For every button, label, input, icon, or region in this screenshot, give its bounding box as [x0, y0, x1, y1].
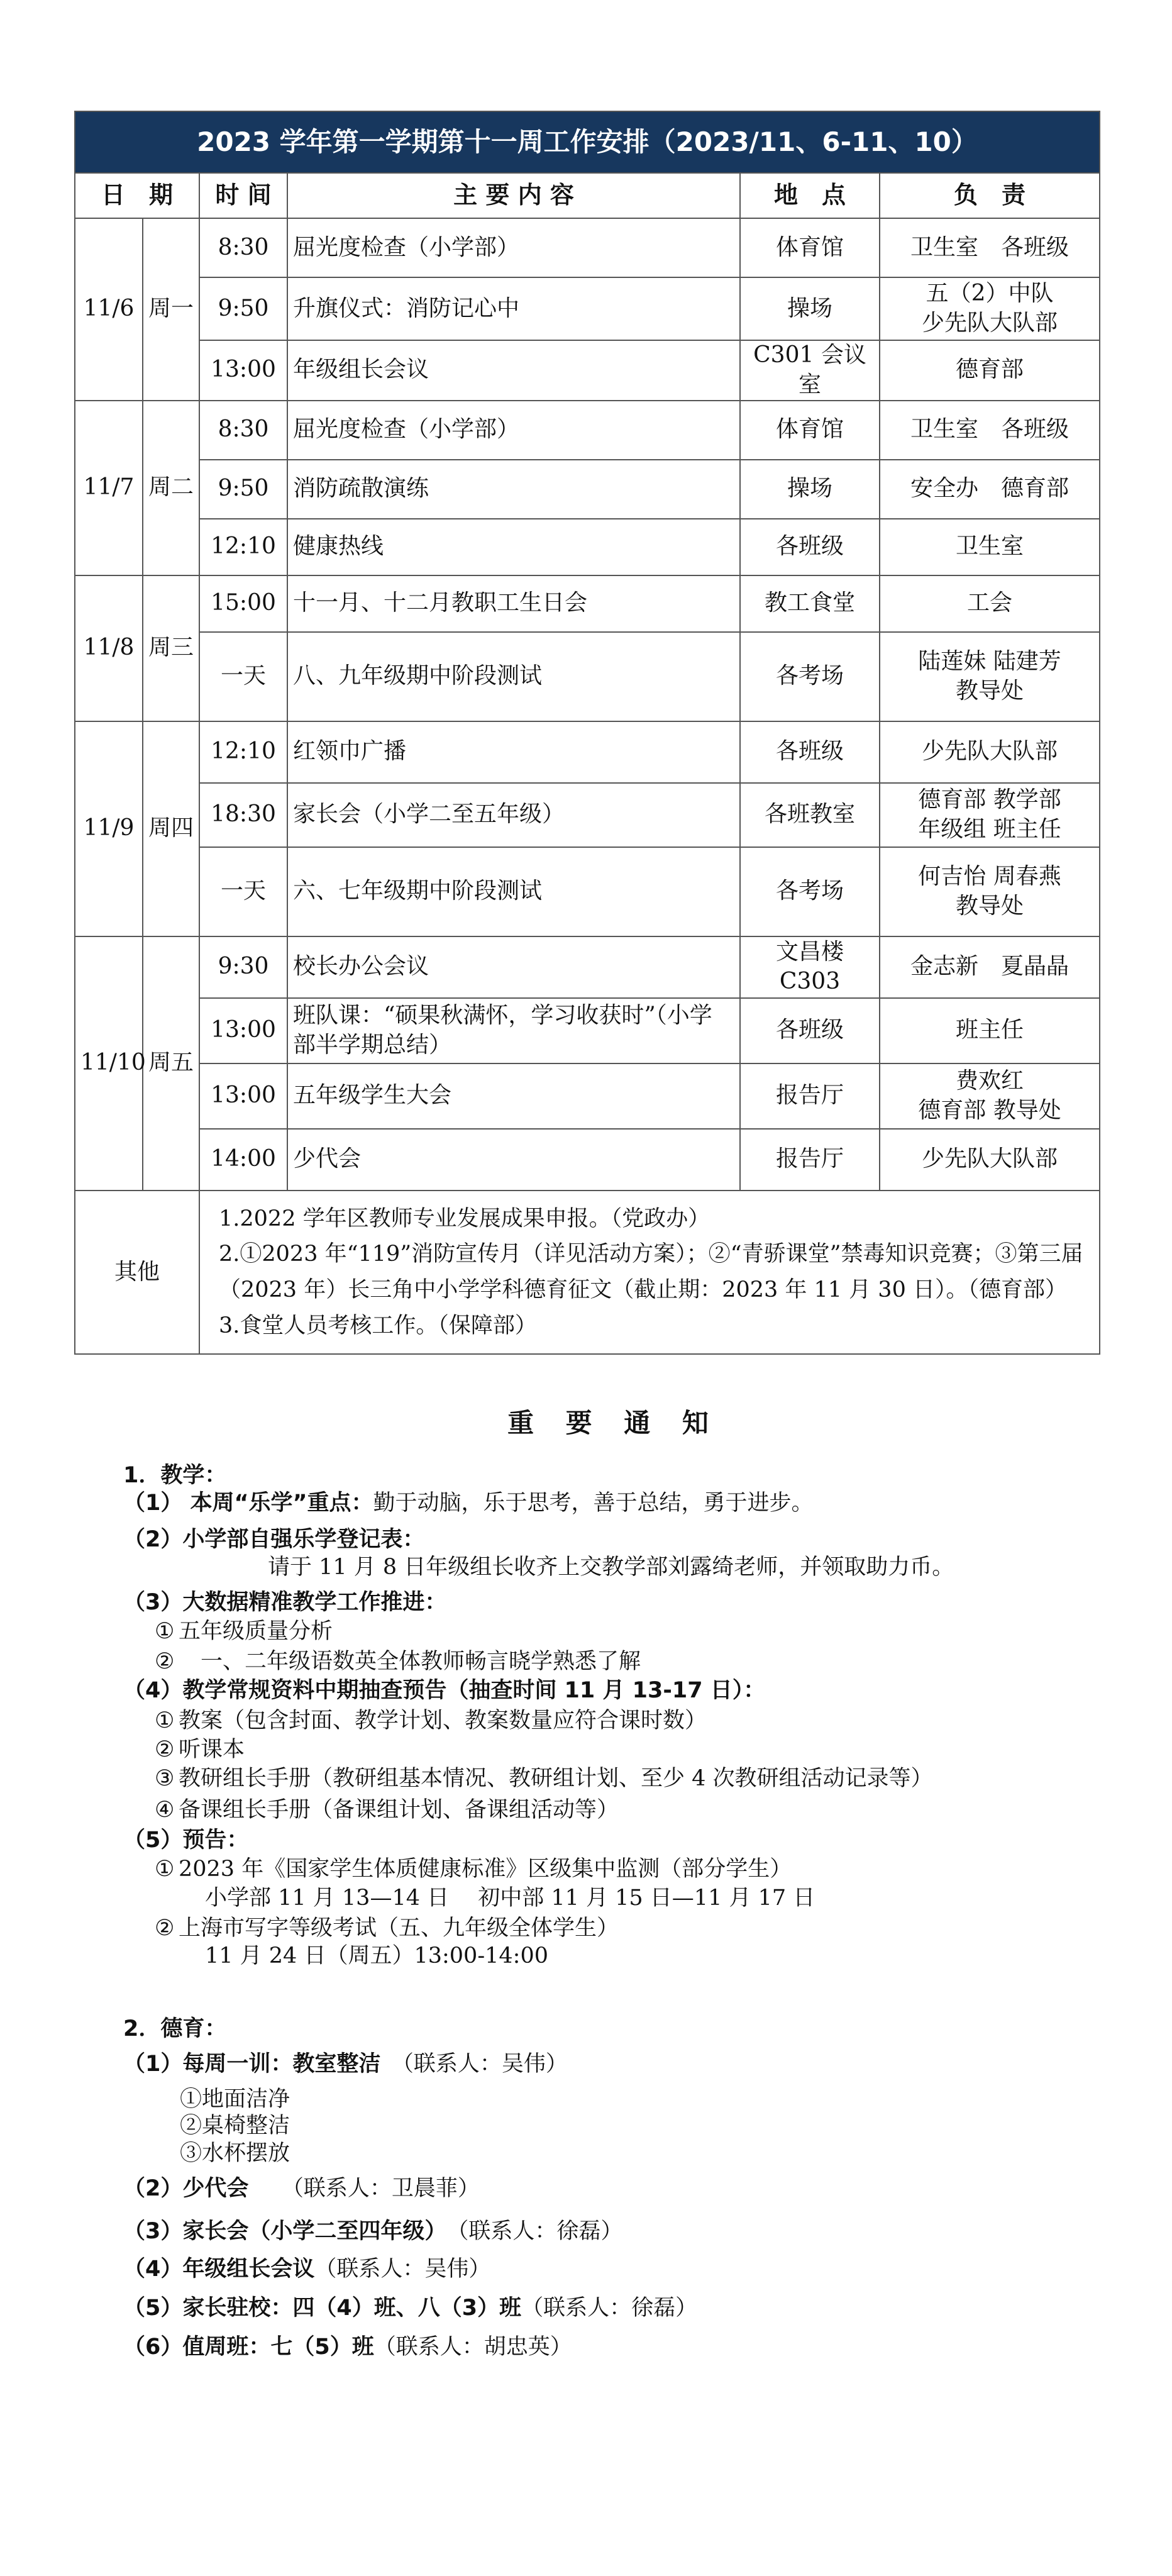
cell-owner [880, 460, 1100, 519]
notice-heading: （2）小学部自强乐学登记表： [123, 1527, 425, 1552]
notice-line [123, 1589, 446, 1616]
cell-time: 13:00 [199, 340, 287, 401]
table-row [75, 401, 1100, 460]
notice-heading: 2．德育： [123, 2016, 227, 2041]
cell-place: 各考场 [740, 632, 880, 721]
notice-text: （联系人：吴伟） [314, 2257, 491, 2282]
day-weekday: 周三 [143, 575, 199, 721]
cell-time: 8:30 [199, 218, 287, 277]
day-date: 11/9 [75, 721, 143, 936]
notice-heading: （2）少代会 [123, 2176, 249, 2201]
owner-line: 班主任 [956, 1017, 1024, 1043]
notice-text: 教案（包含封面、教学计划、教案数量应符合课时数） [179, 1708, 707, 1733]
notice-line [268, 1553, 954, 1581]
cell-content: 六、七年级期中阶段测试 [287, 847, 740, 936]
cell-owner [880, 575, 1100, 632]
notice-line [123, 2175, 480, 2202]
cell-content: 五年级学生大会 [287, 1063, 740, 1129]
cell-time: 15:00 [199, 575, 287, 632]
cell-owner [880, 340, 1100, 401]
notice-line [123, 2050, 568, 2078]
cell-content: 屈光度检查（小学部） [287, 218, 740, 277]
cell-time: 14:00 [199, 1129, 287, 1191]
notice-line [205, 1942, 548, 1970]
schedule-table [74, 111, 1100, 1355]
notice-line [123, 2333, 572, 2361]
notice-text: 上海市写字等级考试（五、九年级全体学生） [179, 1916, 619, 1941]
cell-content: 十一月、十二月教职工生日会 [287, 575, 740, 632]
notice-text: （联系人：胡忠英） [373, 2334, 572, 2360]
notice-line [180, 2112, 290, 2140]
cell-time: 一天 [199, 632, 287, 721]
notice-number: ① [155, 1857, 175, 1882]
table-row [75, 721, 1100, 783]
notice-line [155, 1855, 792, 1883]
cell-owner [880, 936, 1100, 998]
table-row [75, 277, 1100, 340]
cell-place: C301 会议室 [740, 340, 880, 401]
notice-line [155, 1914, 619, 1942]
owner-line: 卫生室 各班级 [910, 234, 1070, 260]
notice-heading: 1．教学： [123, 1463, 227, 1488]
notice-line [123, 1826, 248, 1854]
other-item: 1.2022 学年区教师专业发展成果申报。（党政办） [219, 1206, 710, 1231]
cell-owner [880, 401, 1100, 460]
table-row [75, 519, 1100, 575]
cell-owner [880, 783, 1100, 847]
cell-place: 操场 [740, 460, 880, 519]
notice-line [155, 1707, 707, 1735]
cell-owner [880, 998, 1100, 1063]
notice-text: 勤于动脑，乐于思考，善于总结，勇于进步。 [373, 1491, 814, 1516]
other-label: 其他 [75, 1191, 199, 1355]
day-date: 11/8 [75, 575, 143, 721]
table-row [75, 1063, 1100, 1129]
owner-line: 安全办 德育部 [910, 475, 1070, 502]
cell-place: 体育馆 [740, 218, 880, 277]
header-time: 时 间 [199, 173, 287, 218]
owner-line: 少先队大队部 [922, 1146, 1058, 1172]
notice-text: ②桌椅整洁 [180, 2113, 290, 2138]
cell-time: 13:00 [199, 1063, 287, 1129]
owner-line: 工会 [967, 590, 1013, 616]
notice-line [123, 2218, 622, 2245]
other-row [75, 1191, 1100, 1355]
owner-line: 少先队大队部 [922, 310, 1058, 336]
notice-number: ④ [155, 1797, 175, 1823]
table-row [75, 575, 1100, 632]
notice-heading: （1） 本周“乐学”重点： [123, 1491, 373, 1516]
cell-place: 体育馆 [740, 401, 880, 460]
owner-line: 年级组 班主任 [918, 816, 1061, 842]
cell-place: 各考场 [740, 847, 880, 936]
notice-text: 听课本 [179, 1737, 245, 1762]
cell-place: 各班教室 [740, 783, 880, 847]
notice-line [123, 1526, 424, 1553]
notice-heading: （6）值周班：七（5）班 [123, 2334, 374, 2360]
cell-place: 文昌楼 C303 [740, 936, 880, 998]
cell-owner [880, 721, 1100, 783]
notice-line [155, 1765, 933, 1792]
owner-line: 卫生室 [956, 533, 1024, 560]
owner-line: 卫生室 各班级 [910, 416, 1070, 443]
notice-heading: （4）年级组长会议 [123, 2257, 315, 2282]
cell-content: 红领巾广播 [287, 721, 740, 783]
cell-content: 家长会（小学二至五年级） [287, 783, 740, 847]
notice-text: 备课组长手册（备课组计划、备课组活动等） [179, 1797, 619, 1823]
notice-number: ① [155, 1619, 175, 1644]
owner-line: 金志新 夏晶晶 [910, 953, 1070, 980]
cell-owner [880, 1063, 1100, 1129]
notice-line [123, 1462, 226, 1489]
cell-place: 各班级 [740, 721, 880, 783]
notice-text: （联系人：吴伟） [380, 2051, 568, 2077]
notice-heading: （3）大数据精准教学工作推进： [123, 1590, 447, 1615]
notice-text: 11 月 24 日（周五）13:00-14:00 [205, 1943, 549, 1968]
notice-text: （联系人：徐磊） [435, 2219, 623, 2244]
cell-owner [880, 847, 1100, 936]
table-row [75, 936, 1100, 998]
notice-line [123, 2255, 490, 2283]
header-place: 地 点 [740, 173, 880, 218]
notice-line [180, 2085, 290, 2113]
notice-line [180, 2140, 290, 2167]
schedule-title: 2023 学年第一学期第十一周工作安排（2023/11、6-11、10） [75, 111, 1100, 173]
table-row [75, 783, 1100, 847]
cell-time: 12:10 [199, 519, 287, 575]
cell-place: 教工食堂 [740, 575, 880, 632]
cell-place: 各班级 [740, 519, 880, 575]
notice-number: ③ [155, 1766, 175, 1791]
notice-text: 请于 11 月 8 日年级组长收齐上交教学部刘露绮老师，并领取助力币。 [268, 1555, 954, 1580]
notice-heading: （5）家长驻校：四（4）班、八（3）班 [123, 2296, 522, 2321]
cell-owner [880, 632, 1100, 721]
owner-line: 德育部 教学部 [918, 786, 1061, 813]
owner-line: 教导处 [956, 892, 1024, 919]
notice-line [155, 1648, 641, 1675]
notice-heading: （3）家长会（小学二至四年级） [123, 2219, 436, 2244]
cell-content: 班队课：“硕果秋满怀，学习收获时”（小学部半学期总结） [287, 998, 740, 1063]
other-item: 2.①2023 年“119”消防宣传月（详见活动方案）；②“青骄课堂”禁毒知识竞赛；③第三届（2023 年）长三角中小学学科德育征文（截止期：2023 年 11 月 30 日）。（德育部） [219, 1241, 1083, 1302]
cell-time: 9:50 [199, 277, 287, 340]
notice-text: ③水杯摆放 [180, 2141, 290, 2166]
table-row [75, 632, 1100, 721]
cell-time: 9:50 [199, 460, 287, 519]
cell-place: 报告厅 [740, 1063, 880, 1129]
cell-content: 消防疏散演练 [287, 460, 740, 519]
cell-time: 8:30 [199, 401, 287, 460]
notice-heading: （1）每周一训：教室整洁 [123, 2051, 381, 2077]
notice-line [123, 1677, 765, 1704]
header-content: 主 要 内 容 [287, 173, 740, 218]
cell-content: 少代会 [287, 1129, 740, 1191]
owner-line: 德育部 [956, 357, 1024, 383]
owner-line: 费欢红 [956, 1067, 1024, 1094]
notice-title: 重 要 通 知 [507, 1407, 720, 1438]
table-row [75, 340, 1100, 401]
cell-content: 健康热线 [287, 519, 740, 575]
day-weekday: 周一 [143, 218, 199, 401]
table-row [75, 460, 1100, 519]
notice-text: （联系人：卫晨菲） [248, 2176, 480, 2201]
cell-place: 各班级 [740, 998, 880, 1063]
day-weekday: 周四 [143, 721, 199, 936]
notice-line [205, 1884, 815, 1912]
table-row [75, 998, 1100, 1063]
other-item: 3.食堂人员考核工作。（保障部） [219, 1313, 537, 1338]
cell-owner [880, 1129, 1100, 1191]
owner-line: 何吉怡 周春燕 [918, 863, 1061, 889]
notice-number: ① [155, 1708, 175, 1733]
notice-line [123, 1489, 814, 1517]
notice-text: 2023 年《国家学生体质健康标准》区级集中监测（部分学生） [179, 1857, 792, 1882]
cell-content: 升旗仪式：消防记心中 [287, 277, 740, 340]
notice-heading: （4）教学常规资料中期抽查预告（抽查时间 11 月 13-17 日）： [123, 1678, 766, 1703]
cell-time: 12:10 [199, 721, 287, 783]
notice-heading: （5）预告： [123, 1828, 249, 1853]
cell-content: 年级组长会议 [287, 340, 740, 401]
notice-line [155, 1736, 245, 1763]
owner-line: 教导处 [956, 677, 1024, 704]
header-owner: 负 责 [880, 173, 1100, 218]
cell-time: 13:00 [199, 998, 287, 1063]
cell-time: 9:30 [199, 936, 287, 998]
notice-line [155, 1796, 619, 1824]
day-weekday: 周二 [143, 401, 199, 575]
cell-place: 操场 [740, 277, 880, 340]
day-weekday: 周五 [143, 936, 199, 1191]
notice-text: （联系人：徐磊） [521, 2296, 698, 2321]
notice-number: ② [155, 1737, 175, 1762]
notice-text: 一、二年级语数英全体教师畅言晓学熟悉了解 [179, 1649, 641, 1674]
cell-time: 18:30 [199, 783, 287, 847]
owner-line: 五（2）中队 [926, 280, 1054, 307]
day-date: 11/6 [75, 218, 143, 401]
notice-line [123, 2294, 697, 2322]
day-date: 11/10 [75, 936, 143, 1191]
owner-line: 少先队大队部 [922, 738, 1058, 765]
notice-line [155, 1618, 333, 1645]
cell-owner [880, 218, 1100, 277]
cell-time: 一天 [199, 847, 287, 936]
owner-line: 陆莲妹 陆建芳 [918, 648, 1061, 674]
table-row [75, 1129, 1100, 1191]
table-row [75, 218, 1100, 277]
notice-text: 小学部 11 月 13—14 日 初中部 11 月 15 日—11 月 17 日 [205, 1885, 815, 1911]
cell-content: 校长办公会议 [287, 936, 740, 998]
table-row [75, 847, 1100, 936]
owner-line: 德育部 教导处 [918, 1097, 1061, 1123]
notice-number: ② [155, 1916, 175, 1941]
cell-owner [880, 277, 1100, 340]
notice-number: ② [155, 1649, 175, 1674]
notice-text: ①地面洁净 [180, 2087, 290, 2112]
cell-place: 报告厅 [740, 1129, 880, 1191]
header-date: 日 期 [75, 173, 199, 218]
day-date: 11/7 [75, 401, 143, 575]
other-items [199, 1191, 1100, 1355]
notice-text: 五年级质量分析 [179, 1619, 333, 1644]
cell-owner [880, 519, 1100, 575]
notice-line [123, 2015, 226, 2043]
cell-content: 屈光度检查（小学部） [287, 401, 740, 460]
cell-content: 八、九年级期中阶段测试 [287, 632, 740, 721]
notice-text: 教研组长手册（教研组基本情况、教研组计划、至少 4 次教研组活动记录等） [179, 1766, 933, 1791]
